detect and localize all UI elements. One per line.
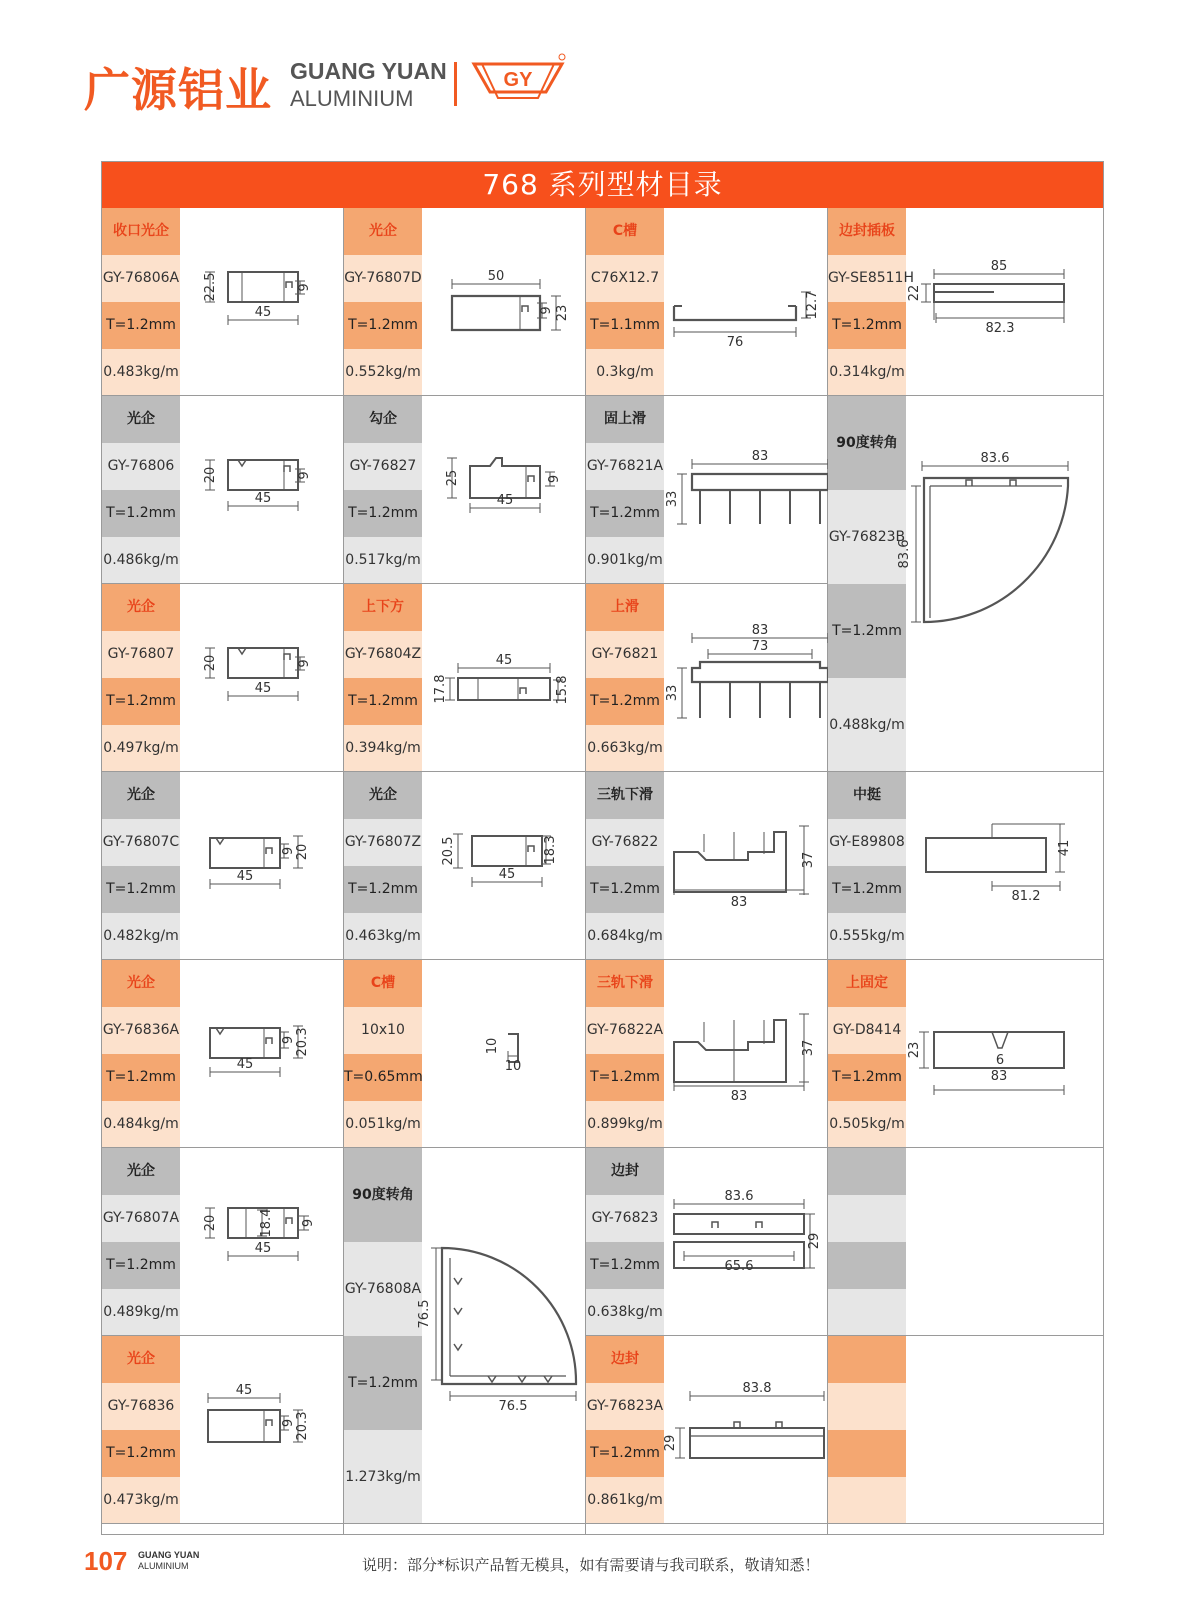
profile-card — [586, 960, 827, 1147]
profile-drawing — [664, 584, 836, 772]
dimension-label: 65.6 — [724, 1259, 754, 1274]
profile-section-svg — [906, 208, 1078, 396]
profile-weight: 0.497kg/m — [102, 725, 180, 772]
profile-weight: 0.314kg/m — [828, 349, 906, 396]
dimension-label: 6 — [995, 1053, 1005, 1068]
profile-drawing — [180, 1148, 352, 1336]
profile-code: GY-76807C — [102, 819, 180, 866]
dimension-label: 23 — [555, 304, 570, 322]
profile-drawing — [180, 584, 352, 772]
profile-code: GY-76822 — [586, 819, 664, 866]
profile-name: 光企 — [102, 396, 180, 443]
profile-code: GY-76806A — [102, 255, 180, 302]
profile-card — [828, 772, 1102, 959]
profile-name: 光企 — [102, 584, 180, 631]
profile-section-svg — [180, 772, 352, 960]
profile-weight: 0.517kg/m — [344, 537, 422, 584]
profile-code: GY-76821 — [586, 631, 664, 678]
profile-weight: 0.463kg/m — [344, 913, 422, 960]
profile-drawing — [180, 772, 352, 960]
profile-weight: 0.899kg/m — [586, 1101, 664, 1148]
profile-name: 上滑 — [586, 584, 664, 631]
dimension-label: 83 — [730, 895, 748, 910]
profile-weight: 0.473kg/m — [102, 1477, 180, 1524]
profile-drawing — [664, 1336, 836, 1524]
dimension-label: 9 — [547, 474, 562, 484]
profile-card — [586, 396, 827, 583]
dimension-label: 45 — [498, 867, 516, 882]
dimension-label: 81.2 — [1011, 889, 1041, 904]
profile-card — [102, 960, 343, 1147]
profile-card — [586, 208, 827, 395]
profile-section-svg — [180, 208, 352, 396]
dimension-label: 45 — [254, 491, 272, 506]
profile-drawing — [422, 772, 594, 960]
profile-card — [102, 584, 343, 771]
dimension-label: 9 — [297, 471, 312, 480]
brand-divider — [454, 62, 457, 106]
profile-section-svg — [664, 1336, 836, 1524]
profile-name: 上下方 — [344, 584, 422, 631]
dimension-label: 83 — [751, 449, 769, 464]
profile-card — [344, 584, 585, 771]
profile-section-svg — [180, 1148, 352, 1336]
profile-section-svg — [664, 584, 836, 772]
profile-name: 90度转角 — [828, 396, 906, 490]
profile-drawing — [906, 960, 1078, 1148]
profile-name: 固上滑 — [586, 396, 664, 443]
dimension-label: 20 — [203, 466, 218, 484]
dimension-label: 25 — [445, 469, 460, 487]
dimension-label: 73 — [751, 639, 769, 654]
profile-thickness: T=1.2mm — [102, 302, 180, 349]
profile-weight: 0.505kg/m — [828, 1101, 906, 1148]
catalog-title: 768 系列型材目录 — [102, 162, 1103, 208]
dimension-label: 9 — [301, 1218, 316, 1228]
dimension-label: 22.5 — [203, 272, 218, 302]
profile-name: 上固定 — [828, 960, 906, 1007]
dimension-label: 37 — [801, 1039, 816, 1057]
profile-thickness: T=1.2mm — [344, 1336, 422, 1430]
footer-brand-name: GUANG YUAN — [138, 1550, 200, 1560]
profile-thickness: T=1.2mm — [586, 866, 664, 913]
profile-thickness: T=1.2mm — [586, 1242, 664, 1289]
profile-drawing — [906, 772, 1078, 960]
profile-card — [102, 1148, 343, 1335]
profile-name: 光企 — [102, 960, 180, 1007]
profile-card — [102, 772, 343, 959]
dimension-label: 20 — [295, 843, 310, 861]
profile-name: 三轨下滑 — [586, 772, 664, 819]
profile-drawing — [180, 208, 352, 396]
footer-brand — [138, 1550, 199, 1572]
profile-weight: 0.482kg/m — [102, 913, 180, 960]
profile-section-svg — [422, 396, 594, 584]
page-number: 107 — [84, 1546, 128, 1576]
profile-card — [828, 396, 1102, 771]
profile-thickness: T=1.1mm — [586, 302, 664, 349]
profile-weight: 0.684kg/m — [586, 913, 664, 960]
profile-card — [586, 1148, 827, 1335]
profile-card — [344, 1148, 585, 1523]
dimension-label: 45 — [254, 681, 272, 696]
profile-name: 边封插板 — [828, 208, 906, 255]
brand-name-cn: 广源铝业 — [84, 63, 272, 117]
dimension-label: 18.4 — [259, 1208, 274, 1238]
profile-thickness: T=1.2mm — [828, 866, 906, 913]
dimension-label: 18.3 — [543, 835, 558, 865]
profile-card — [586, 772, 827, 959]
profile-code — [828, 1195, 906, 1242]
profile-name: 光企 — [102, 1148, 180, 1195]
grid-line — [586, 1523, 828, 1524]
profile-weight: 0.483kg/m — [102, 349, 180, 396]
profile-section-svg — [422, 772, 594, 960]
profile-code: GY-76827 — [344, 443, 422, 490]
profile-section-svg — [664, 960, 836, 1148]
profile-name: 光企 — [344, 208, 422, 255]
dimension-label: 83.6 — [724, 1189, 754, 1204]
profile-thickness: T=1.2mm — [344, 490, 422, 537]
profile-card — [828, 208, 1102, 395]
dimension-label: 9 — [297, 283, 312, 292]
profile-weight: 0.489kg/m — [102, 1289, 180, 1336]
profile-thickness: T=0.65mm — [344, 1054, 422, 1101]
profile-weight: 0.488kg/m — [828, 678, 906, 772]
profile-drawing — [180, 396, 352, 584]
profile-card — [586, 1336, 827, 1523]
profile-section-svg — [664, 208, 836, 396]
profile-name — [828, 1148, 906, 1195]
dimension-label: 45 — [236, 869, 254, 884]
profile-catalog-table — [101, 161, 1104, 1535]
profile-name: 边封 — [586, 1336, 664, 1383]
dimension-label: 83.8 — [742, 1381, 772, 1396]
profile-code — [828, 1383, 906, 1430]
profile-card — [102, 208, 343, 395]
profile-thickness: T=1.2mm — [102, 1430, 180, 1477]
profile-code: GY-76836 — [102, 1383, 180, 1430]
profile-drawing — [664, 1148, 836, 1336]
profile-name: 光企 — [102, 772, 180, 819]
profile-name: 收口光企 — [102, 208, 180, 255]
profile-weight: 1.273kg/m — [344, 1430, 422, 1524]
profile-weight — [828, 1477, 906, 1524]
profile-section-svg — [422, 960, 594, 1148]
profile-name: C槽 — [344, 960, 422, 1007]
dimension-label: 45 — [254, 305, 272, 320]
dimension-label: 29 — [807, 1232, 822, 1250]
profile-weight: 0.051kg/m — [344, 1101, 422, 1148]
profile-drawing — [422, 960, 594, 1148]
profile-thickness: T=1.2mm — [102, 866, 180, 913]
dimension-label: 29 — [663, 1434, 678, 1452]
profile-code: GY-76836A — [102, 1007, 180, 1054]
dimension-label: 33 — [665, 490, 680, 508]
profile-section-svg — [897, 396, 1078, 772]
profile-drawing — [664, 396, 836, 584]
profile-section-svg — [906, 772, 1078, 960]
dimension-label: 45 — [495, 653, 513, 668]
profile-drawing — [180, 960, 352, 1148]
profile-section-svg — [417, 1148, 594, 1524]
profile-thickness: T=1.2mm — [344, 302, 422, 349]
profile-drawing — [906, 208, 1078, 396]
profile-drawing — [180, 1336, 352, 1524]
dimension-label: 37 — [801, 851, 816, 869]
profile-code: GY-76823B — [828, 490, 906, 584]
profile-drawing — [897, 396, 1078, 772]
profile-code: GY-76807A — [102, 1195, 180, 1242]
profile-drawing — [422, 208, 594, 396]
dimension-label: 83 — [751, 623, 769, 638]
profile-thickness — [828, 1242, 906, 1289]
dimension-label: 9 — [281, 1035, 296, 1045]
brand-logo-icon — [468, 52, 568, 108]
profile-thickness: T=1.2mm — [102, 490, 180, 537]
profile-section-svg — [180, 396, 352, 584]
profile-card — [344, 396, 585, 583]
profile-thickness: T=1.2mm — [586, 1054, 664, 1101]
dimension-label: 23 — [907, 1041, 922, 1059]
profile-card — [102, 396, 343, 583]
profile-weight: 0.901kg/m — [586, 537, 664, 584]
profile-card — [586, 584, 827, 771]
dimension-label: 20.3 — [295, 1411, 310, 1441]
profile-card — [344, 208, 585, 395]
profile-code: GY-76822A — [586, 1007, 664, 1054]
dimension-label: 9 — [281, 846, 296, 856]
dimension-label: 76.5 — [498, 1399, 528, 1414]
dimension-label: 45 — [236, 1057, 254, 1072]
dimension-label: 50 — [487, 269, 505, 284]
profile-drawing — [664, 772, 836, 960]
profile-card — [828, 960, 1102, 1147]
dimension-label: 76 — [726, 335, 744, 350]
dimension-label: 83 — [730, 1089, 748, 1104]
profile-code: GY-76804Z — [344, 631, 422, 678]
dimension-label: 15.8 — [555, 675, 570, 705]
profile-card — [344, 772, 585, 959]
profile-weight: 0.484kg/m — [102, 1101, 180, 1148]
profile-weight: 0.663kg/m — [586, 725, 664, 772]
profile-name: 三轨下滑 — [586, 960, 664, 1007]
grid-line — [102, 1523, 344, 1524]
dimension-label: 20.5 — [441, 836, 456, 866]
dimension-label: 20 — [203, 654, 218, 672]
dimension-label: 83.6 — [897, 539, 912, 569]
profile-weight — [828, 1289, 906, 1336]
profile-code: C76X12.7 — [586, 255, 664, 302]
dimension-label: 41 — [1057, 839, 1072, 857]
profile-code: 10x10 — [344, 1007, 422, 1054]
brand-subtitle-en: ALUMINIUM — [290, 86, 414, 111]
dimension-label: 20 — [203, 1214, 218, 1232]
profile-name: 勾企 — [344, 396, 422, 443]
svg-text:GY: GY — [503, 69, 533, 91]
profile-weight: 0.486kg/m — [102, 537, 180, 584]
profile-name: C槽 — [586, 208, 664, 255]
profile-card — [102, 1336, 343, 1523]
profile-name: 光企 — [344, 772, 422, 819]
profile-weight: 0.555kg/m — [828, 913, 906, 960]
profile-thickness: T=1.2mm — [586, 678, 664, 725]
dimension-label: 76.5 — [417, 1299, 432, 1329]
profile-section-svg — [906, 960, 1078, 1148]
profile-section-svg — [180, 1336, 352, 1524]
profile-weight: 0.638kg/m — [586, 1289, 664, 1336]
dimension-label: 83.6 — [980, 451, 1010, 466]
footer-brand-sub: ALUMINIUM — [138, 1561, 189, 1571]
profile-code: GY-76823A — [586, 1383, 664, 1430]
dimension-label: 10 — [504, 1059, 522, 1074]
dimension-label: 9 — [281, 1418, 296, 1428]
dimension-label: 10 — [485, 1037, 500, 1055]
profile-drawing — [422, 396, 594, 584]
profile-section-svg — [664, 1148, 836, 1336]
profile-code: GY-76821A — [586, 443, 664, 490]
profile-name: 光企 — [102, 1336, 180, 1383]
dimension-label: 82.3 — [985, 321, 1015, 336]
dimension-label: 33 — [665, 684, 680, 702]
profile-code: GY-SE8511H — [828, 255, 906, 302]
dimension-label: 17.8 — [433, 674, 448, 704]
profile-thickness: T=1.2mm — [828, 1054, 906, 1101]
profile-drawing — [664, 960, 836, 1148]
profile-thickness: T=1.2mm — [586, 490, 664, 537]
profile-code: GY-76823 — [586, 1195, 664, 1242]
profile-weight: 0.861kg/m — [586, 1477, 664, 1524]
footer-note: 说明：部分*标识产品暂无模具，如有需要请与我司联系，敬请知悉！ — [362, 1556, 820, 1574]
profile-name: 中挺 — [828, 772, 906, 819]
profile-drawing — [417, 1148, 594, 1524]
profile-section-svg — [180, 960, 352, 1148]
profile-section-svg — [664, 772, 836, 960]
profile-weight: 0.552kg/m — [344, 349, 422, 396]
dimension-label: 45 — [235, 1383, 253, 1398]
profile-name — [828, 1336, 906, 1383]
profile-section-svg — [664, 396, 836, 584]
profile-code: GY-E89808 — [828, 819, 906, 866]
grid-line — [828, 1523, 1103, 1524]
dimension-label: 9 — [539, 306, 554, 315]
dimension-label: 83 — [990, 1069, 1008, 1084]
profile-code: GY-76806 — [102, 443, 180, 490]
profile-code: GY-76807 — [102, 631, 180, 678]
profile-thickness: T=1.2mm — [102, 1054, 180, 1101]
profile-card — [344, 960, 585, 1147]
profile-thickness — [828, 1430, 906, 1477]
dimension-label: 22 — [907, 284, 922, 302]
profile-thickness: T=1.2mm — [828, 302, 906, 349]
profile-weight: 0.394kg/m — [344, 725, 422, 772]
grid-line — [344, 1523, 586, 1524]
dimension-label: 85 — [990, 259, 1008, 274]
profile-drawing — [664, 208, 836, 396]
profile-thickness: T=1.2mm — [102, 1242, 180, 1289]
profile-thickness: T=1.2mm — [344, 866, 422, 913]
profile-name: 边封 — [586, 1148, 664, 1195]
profile-thickness: T=1.2mm — [828, 584, 906, 678]
profile-section-svg — [180, 584, 352, 772]
profile-weight: 0.3kg/m — [586, 349, 664, 396]
dimension-label: 20.3 — [295, 1027, 310, 1057]
brand-name-en: GUANG YUAN — [290, 58, 447, 84]
dimension-label: 45 — [496, 493, 514, 508]
dimension-label: 9 — [297, 659, 312, 668]
profile-card — [828, 1148, 1102, 1335]
profile-code: GY-76807D — [344, 255, 422, 302]
profile-card — [828, 1336, 1102, 1523]
profile-thickness: T=1.2mm — [586, 1430, 664, 1477]
dimension-label: 12.7 — [805, 290, 820, 320]
profile-code: GY-76807Z — [344, 819, 422, 866]
profile-section-svg — [422, 584, 594, 772]
profile-thickness: T=1.2mm — [102, 678, 180, 725]
profile-drawing — [422, 584, 594, 772]
dimension-label: 45 — [254, 1241, 272, 1256]
profile-name: 90度转角 — [344, 1148, 422, 1242]
profile-thickness: T=1.2mm — [344, 678, 422, 725]
profile-code: GY-D8414 — [828, 1007, 906, 1054]
profile-code: GY-76808A — [344, 1242, 422, 1336]
profile-section-svg — [422, 208, 594, 396]
